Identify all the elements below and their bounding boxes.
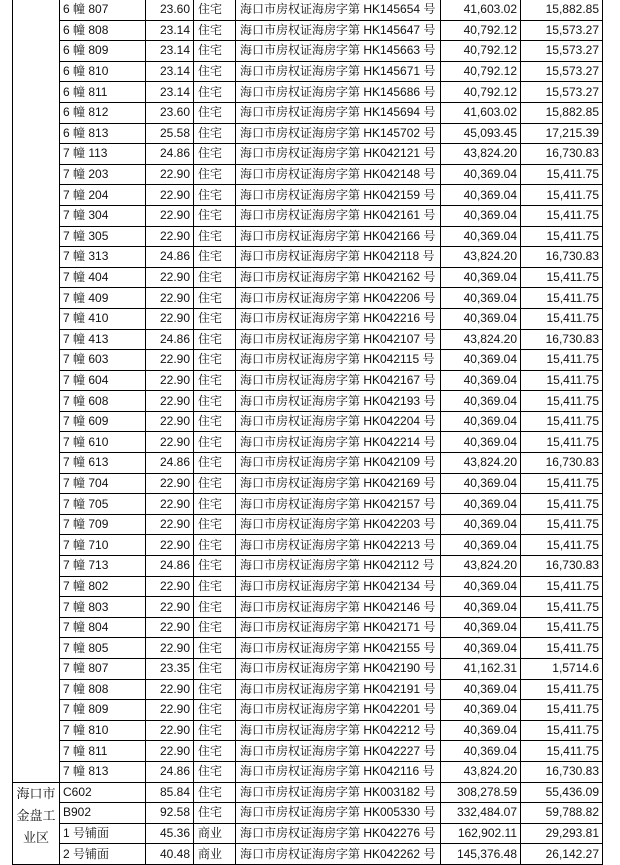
cell-unit: 7 幢 813 — [60, 761, 146, 782]
cell-unit: B902 — [60, 803, 146, 824]
table-row — [13, 267, 603, 288]
cell-cert: 海口市房权证海房字第 HK145663 号 — [236, 41, 441, 62]
cell-v1: 41,162.31 — [441, 659, 521, 680]
cell-v1: 162,902.11 — [441, 823, 521, 844]
cell-cert: 海口市房权证海房字第 HK145702 号 — [236, 123, 441, 144]
table-row — [13, 329, 603, 350]
cell-area: 22.90 — [146, 164, 194, 185]
cell-cert: 海口市房权证海房字第 HK042134 号 — [236, 576, 441, 597]
cell-unit: 7 幢 811 — [60, 741, 146, 762]
cell-unit: 7 幢 704 — [60, 473, 146, 494]
cell-use: 住宅 — [194, 247, 236, 268]
cell-v1: 40,369.04 — [441, 679, 521, 700]
cell-v2: 15,411.75 — [521, 267, 603, 288]
cell-v1: 40,792.12 — [441, 82, 521, 103]
cell-area: 24.86 — [146, 453, 194, 474]
cell-unit: 7 幢 809 — [60, 700, 146, 721]
cell-v1: 40,369.04 — [441, 411, 521, 432]
table-row — [13, 411, 603, 432]
cell-use: 商业 — [194, 823, 236, 844]
table-row — [13, 247, 603, 268]
cell-v2: 15,882.85 — [521, 102, 603, 123]
cell-unit: 7 幢 404 — [60, 267, 146, 288]
table-row — [13, 20, 603, 41]
cell-v1: 43,824.20 — [441, 144, 521, 165]
cell-cert: 海口市房权证海房字第 HK042227 号 — [236, 741, 441, 762]
cell-use: 住宅 — [194, 205, 236, 226]
cell-v2: 15,411.75 — [521, 164, 603, 185]
cell-v2: 16,730.83 — [521, 761, 603, 782]
cell-v2: 15,411.75 — [521, 432, 603, 453]
cell-v2: 15,573.27 — [521, 20, 603, 41]
cell-area: 22.90 — [146, 308, 194, 329]
cell-v2: 15,411.75 — [521, 638, 603, 659]
cell-v2: 15,411.75 — [521, 205, 603, 226]
cell-use: 住宅 — [194, 638, 236, 659]
table-row — [13, 144, 603, 165]
cell-area: 85.84 — [146, 782, 194, 803]
cell-v2: 16,730.83 — [521, 329, 603, 350]
cell-area: 22.90 — [146, 267, 194, 288]
table-row — [13, 741, 603, 762]
cell-v1: 40,369.04 — [441, 494, 521, 515]
cell-use: 住宅 — [194, 226, 236, 247]
cell-v2: 15,411.75 — [521, 370, 603, 391]
cell-use: 住宅 — [194, 803, 236, 824]
cell-area: 92.58 — [146, 803, 194, 824]
cell-use: 住宅 — [194, 329, 236, 350]
cell-v1: 45,093.45 — [441, 123, 521, 144]
cell-cert: 海口市房权证海房字第 HK042118 号 — [236, 247, 441, 268]
cell-v1: 40,369.04 — [441, 597, 521, 618]
cell-v2: 15,411.75 — [521, 288, 603, 309]
cell-cert: 海口市房权证海房字第 HK042203 号 — [236, 514, 441, 535]
cell-area: 22.90 — [146, 391, 194, 412]
cell-area: 22.90 — [146, 494, 194, 515]
cell-cert: 海口市房权证海房字第 HK145694 号 — [236, 102, 441, 123]
cell-area: 22.90 — [146, 205, 194, 226]
cell-unit: 7 幢 409 — [60, 288, 146, 309]
cell-use: 住宅 — [194, 679, 236, 700]
cell-use: 住宅 — [194, 185, 236, 206]
table-row — [13, 700, 603, 721]
cell-use: 住宅 — [194, 123, 236, 144]
table-body — [13, 0, 603, 864]
cell-unit: 7 幢 713 — [60, 556, 146, 577]
cell-v1: 40,369.04 — [441, 617, 521, 638]
cell-cert: 海口市房权证海房字第 HK042162 号 — [236, 267, 441, 288]
cell-use: 住宅 — [194, 308, 236, 329]
cell-v2: 15,411.75 — [521, 185, 603, 206]
cell-v2: 17,215.39 — [521, 123, 603, 144]
property-table — [12, 0, 603, 865]
table-row — [13, 226, 603, 247]
cell-unit: 7 幢 410 — [60, 308, 146, 329]
cell-cert: 海口市房权证海房字第 HK145671 号 — [236, 61, 441, 82]
cell-v1: 43,824.20 — [441, 761, 521, 782]
cell-use: 住宅 — [194, 659, 236, 680]
cell-area: 24.86 — [146, 329, 194, 350]
cell-cert: 海口市房权证海房字第 HK042171 号 — [236, 617, 441, 638]
cell-use: 住宅 — [194, 0, 236, 20]
cell-area: 23.60 — [146, 102, 194, 123]
cell-v1: 40,369.04 — [441, 288, 521, 309]
cell-v1: 40,792.12 — [441, 20, 521, 41]
cell-area: 22.90 — [146, 185, 194, 206]
cell-cert: 海口市房权证海房字第 HK042167 号 — [236, 370, 441, 391]
cell-v1: 40,369.04 — [441, 638, 521, 659]
cell-cert: 海口市房权证海房字第 HK042107 号 — [236, 329, 441, 350]
cell-use: 住宅 — [194, 741, 236, 762]
cell-use: 住宅 — [194, 41, 236, 62]
cell-v2: 15,411.75 — [521, 597, 603, 618]
table-row — [13, 350, 603, 371]
cell-area: 22.90 — [146, 741, 194, 762]
cell-unit: 7 幢 807 — [60, 659, 146, 680]
cell-area: 23.14 — [146, 61, 194, 82]
cell-cert: 海口市房权证海房字第 HK042161 号 — [236, 205, 441, 226]
cell-v1: 40,792.12 — [441, 61, 521, 82]
cell-use: 住宅 — [194, 473, 236, 494]
cell-area: 25.58 — [146, 123, 194, 144]
cell-cert: 海口市房权证海房字第 HK042193 号 — [236, 391, 441, 412]
cell-use: 住宅 — [194, 61, 236, 82]
cell-cert: 海口市房权证海房字第 HK042212 号 — [236, 720, 441, 741]
cell-cert: 海口市房权证海房字第 HK145654 号 — [236, 0, 441, 20]
cell-use: 住宅 — [194, 370, 236, 391]
cell-cert: 海口市房权证海房字第 HK042155 号 — [236, 638, 441, 659]
cell-area: 23.14 — [146, 20, 194, 41]
cell-use: 住宅 — [194, 350, 236, 371]
table-row — [13, 535, 603, 556]
location-cell: 海口市金盘工业区 — [13, 782, 60, 864]
cell-v1: 43,824.20 — [441, 329, 521, 350]
table-row — [13, 205, 603, 226]
cell-area: 24.86 — [146, 761, 194, 782]
cell-unit: 7 幢 710 — [60, 535, 146, 556]
table-row — [13, 576, 603, 597]
cell-unit: 7 幢 603 — [60, 350, 146, 371]
cell-use: 住宅 — [194, 20, 236, 41]
cell-v2: 15,411.75 — [521, 350, 603, 371]
table-row — [13, 638, 603, 659]
cell-unit: 7 幢 803 — [60, 597, 146, 618]
cell-v2: 15,573.27 — [521, 82, 603, 103]
cell-v1: 40,369.04 — [441, 700, 521, 721]
cell-area: 22.90 — [146, 535, 194, 556]
cell-v2: 15,411.75 — [521, 391, 603, 412]
table-row — [13, 185, 603, 206]
cell-use: 住宅 — [194, 164, 236, 185]
table-row — [13, 164, 603, 185]
cell-v2: 15,411.75 — [521, 514, 603, 535]
cell-cert: 海口市房权证海房字第 HK042169 号 — [236, 473, 441, 494]
cell-area: 22.90 — [146, 576, 194, 597]
cell-use: 住宅 — [194, 288, 236, 309]
cell-unit: 7 幢 709 — [60, 514, 146, 535]
cell-v1: 40,369.04 — [441, 576, 521, 597]
table-row — [13, 597, 603, 618]
cell-unit: 7 幢 805 — [60, 638, 146, 659]
cell-cert: 海口市房权证海房字第 HK042109 号 — [236, 453, 441, 474]
cell-unit: 6 幢 808 — [60, 20, 146, 41]
cell-v1: 40,369.04 — [441, 370, 521, 391]
cell-v1: 40,369.04 — [441, 267, 521, 288]
cell-v2: 15,411.75 — [521, 617, 603, 638]
cell-v1: 41,603.02 — [441, 0, 521, 20]
cell-unit: 2 号铺面 — [60, 844, 146, 865]
cell-area: 40.48 — [146, 844, 194, 865]
cell-use: 住宅 — [194, 391, 236, 412]
table-row — [13, 102, 603, 123]
cell-v1: 40,369.04 — [441, 226, 521, 247]
cell-use: 住宅 — [194, 720, 236, 741]
cell-area: 23.60 — [146, 0, 194, 20]
cell-area: 24.86 — [146, 556, 194, 577]
cell-v2: 16,730.83 — [521, 247, 603, 268]
cell-v1: 40,369.04 — [441, 535, 521, 556]
cell-v2: 15,411.75 — [521, 226, 603, 247]
cell-v2: 55,436.09 — [521, 782, 603, 803]
cell-v2: 16,730.83 — [521, 144, 603, 165]
cell-use: 住宅 — [194, 617, 236, 638]
cell-unit: 7 幢 804 — [60, 617, 146, 638]
cell-cert: 海口市房权证海房字第 HK042190 号 — [236, 659, 441, 680]
cell-unit: C602 — [60, 782, 146, 803]
cell-v1: 40,369.04 — [441, 205, 521, 226]
cell-unit: 7 幢 808 — [60, 679, 146, 700]
cell-v1: 40,369.04 — [441, 514, 521, 535]
cell-v1: 40,369.04 — [441, 164, 521, 185]
cell-unit: 7 幢 613 — [60, 453, 146, 474]
cell-v1: 40,792.12 — [441, 41, 521, 62]
cell-cert: 海口市房权证海房字第 HK005330 号 — [236, 803, 441, 824]
cell-area: 23.14 — [146, 41, 194, 62]
cell-use: 住宅 — [194, 453, 236, 474]
cell-v2: 16,730.83 — [521, 556, 603, 577]
cell-cert: 海口市房权证海房字第 HK042115 号 — [236, 350, 441, 371]
table-row — [13, 370, 603, 391]
cell-use: 住宅 — [194, 82, 236, 103]
cell-cert: 海口市房权证海房字第 HK042206 号 — [236, 288, 441, 309]
cell-cert: 海口市房权证海房字第 HK003182 号 — [236, 782, 441, 803]
cell-unit: 7 幢 802 — [60, 576, 146, 597]
table-row — [13, 659, 603, 680]
cell-use: 住宅 — [194, 782, 236, 803]
cell-cert: 海口市房权证海房字第 HK042201 号 — [236, 700, 441, 721]
cell-area: 22.90 — [146, 432, 194, 453]
cell-use: 住宅 — [194, 494, 236, 515]
table-row — [13, 288, 603, 309]
cell-area: 22.90 — [146, 350, 194, 371]
cell-area: 22.90 — [146, 617, 194, 638]
table-row — [13, 782, 603, 803]
cell-use: 住宅 — [194, 576, 236, 597]
table-row — [13, 761, 603, 782]
table-row — [13, 82, 603, 103]
cell-area: 22.90 — [146, 720, 194, 741]
cell-area: 24.86 — [146, 144, 194, 165]
cell-area: 22.90 — [146, 700, 194, 721]
table-row — [13, 494, 603, 515]
cell-unit: 7 幢 705 — [60, 494, 146, 515]
cell-cert: 海口市房权证海房字第 HK042191 号 — [236, 679, 441, 700]
cell-use: 住宅 — [194, 144, 236, 165]
cell-v1: 43,824.20 — [441, 453, 521, 474]
cell-v1: 40,369.04 — [441, 741, 521, 762]
cell-v1: 43,824.20 — [441, 247, 521, 268]
cell-v2: 15,411.75 — [521, 720, 603, 741]
cell-v2: 15,573.27 — [521, 61, 603, 82]
cell-unit: 7 幢 203 — [60, 164, 146, 185]
cell-use: 住宅 — [194, 556, 236, 577]
cell-unit: 7 幢 604 — [60, 370, 146, 391]
cell-unit: 7 幢 313 — [60, 247, 146, 268]
table-row — [13, 720, 603, 741]
cell-unit: 7 幢 304 — [60, 205, 146, 226]
cell-cert: 海口市房权证海房字第 HK042204 号 — [236, 411, 441, 432]
cell-unit: 7 幢 204 — [60, 185, 146, 206]
cell-cert: 海口市房权证海房字第 HK042262 号 — [236, 844, 441, 865]
cell-v2: 15,411.75 — [521, 308, 603, 329]
cell-v2: 15,411.75 — [521, 494, 603, 515]
cell-unit: 7 幢 413 — [60, 329, 146, 350]
cell-cert: 海口市房权证海房字第 HK042148 号 — [236, 164, 441, 185]
cell-v2: 16,730.83 — [521, 453, 603, 474]
cell-unit: 6 幢 812 — [60, 102, 146, 123]
table-row — [13, 803, 603, 824]
cell-cert: 海口市房权证海房字第 HK042216 号 — [236, 308, 441, 329]
cell-cert: 海口市房权证海房字第 HK042159 号 — [236, 185, 441, 206]
cell-use: 商业 — [194, 844, 236, 865]
cell-area: 23.14 — [146, 82, 194, 103]
cell-v1: 145,376.48 — [441, 844, 521, 865]
cell-use: 住宅 — [194, 102, 236, 123]
table-row — [13, 308, 603, 329]
cell-v2: 29,293.81 — [521, 823, 603, 844]
cell-v2: 15,411.75 — [521, 741, 603, 762]
cell-v2: 1,5714.6 — [521, 659, 603, 680]
cell-area: 45.36 — [146, 823, 194, 844]
table-row — [13, 617, 603, 638]
cell-unit: 6 幢 809 — [60, 41, 146, 62]
cell-v2: 15,882.85 — [521, 0, 603, 20]
cell-area: 22.90 — [146, 679, 194, 700]
cell-area: 22.90 — [146, 226, 194, 247]
cell-area: 22.90 — [146, 473, 194, 494]
cell-cert: 海口市房权证海房字第 HK042146 号 — [236, 597, 441, 618]
cell-v2: 59,788.82 — [521, 803, 603, 824]
cell-area: 22.90 — [146, 514, 194, 535]
table-row — [13, 391, 603, 412]
cell-use: 住宅 — [194, 761, 236, 782]
cell-v1: 308,278.59 — [441, 782, 521, 803]
cell-area: 24.86 — [146, 247, 194, 268]
cell-unit: 6 幢 810 — [60, 61, 146, 82]
cell-use: 住宅 — [194, 514, 236, 535]
cell-v2: 15,573.27 — [521, 41, 603, 62]
cell-v2: 15,411.75 — [521, 679, 603, 700]
cell-unit: 6 幢 813 — [60, 123, 146, 144]
cell-v2: 15,411.75 — [521, 473, 603, 494]
cell-v1: 41,603.02 — [441, 102, 521, 123]
cell-use: 住宅 — [194, 267, 236, 288]
cell-area: 23.35 — [146, 659, 194, 680]
cell-v2: 26,142.27 — [521, 844, 603, 865]
cell-v2: 15,411.75 — [521, 411, 603, 432]
table-row — [13, 0, 603, 20]
cell-v2: 15,411.75 — [521, 700, 603, 721]
cell-v2: 15,411.75 — [521, 576, 603, 597]
cell-cert: 海口市房权证海房字第 HK042112 号 — [236, 556, 441, 577]
table-row — [13, 679, 603, 700]
cell-unit: 7 幢 609 — [60, 411, 146, 432]
cell-cert: 海口市房权证海房字第 HK042214 号 — [236, 432, 441, 453]
cell-v1: 43,824.20 — [441, 556, 521, 577]
table-row — [13, 123, 603, 144]
cell-cert: 海口市房权证海房字第 HK042121 号 — [236, 144, 441, 165]
table-row — [13, 514, 603, 535]
cell-use: 住宅 — [194, 535, 236, 556]
cell-area: 22.90 — [146, 638, 194, 659]
table-row — [13, 61, 603, 82]
cell-unit: 7 幢 608 — [60, 391, 146, 412]
location-cell — [13, 0, 60, 782]
table-row — [13, 432, 603, 453]
cell-v1: 332,484.07 — [441, 803, 521, 824]
cell-v1: 40,369.04 — [441, 391, 521, 412]
table-row — [13, 844, 603, 865]
cell-unit: 7 幢 113 — [60, 144, 146, 165]
cell-unit: 6 幢 811 — [60, 82, 146, 103]
cell-cert: 海口市房权证海房字第 HK145647 号 — [236, 20, 441, 41]
cell-unit: 7 幢 610 — [60, 432, 146, 453]
cell-use: 住宅 — [194, 432, 236, 453]
cell-cert: 海口市房权证海房字第 HK042213 号 — [236, 535, 441, 556]
cell-area: 22.90 — [146, 411, 194, 432]
cell-cert: 海口市房权证海房字第 HK042166 号 — [236, 226, 441, 247]
cell-cert: 海口市房权证海房字第 HK145686 号 — [236, 82, 441, 103]
cell-cert: 海口市房权证海房字第 HK042157 号 — [236, 494, 441, 515]
cell-use: 住宅 — [194, 700, 236, 721]
cell-area: 22.90 — [146, 288, 194, 309]
cell-v2: 15,411.75 — [521, 535, 603, 556]
cell-v1: 40,369.04 — [441, 432, 521, 453]
table-row — [13, 41, 603, 62]
cell-use: 住宅 — [194, 411, 236, 432]
cell-cert: 海口市房权证海房字第 HK042116 号 — [236, 761, 441, 782]
cell-v1: 40,369.04 — [441, 185, 521, 206]
cell-v1: 40,369.04 — [441, 720, 521, 741]
cell-cert: 海口市房权证海房字第 HK042276 号 — [236, 823, 441, 844]
cell-v1: 40,369.04 — [441, 308, 521, 329]
cell-v1: 40,369.04 — [441, 473, 521, 494]
table-row — [13, 556, 603, 577]
table-row — [13, 453, 603, 474]
cell-use: 住宅 — [194, 597, 236, 618]
cell-unit: 6 幢 807 — [60, 0, 146, 20]
table-row — [13, 823, 603, 844]
cell-unit: 1 号铺面 — [60, 823, 146, 844]
cell-unit: 7 幢 810 — [60, 720, 146, 741]
cell-v1: 40,369.04 — [441, 350, 521, 371]
cell-unit: 7 幢 305 — [60, 226, 146, 247]
cell-area: 22.90 — [146, 597, 194, 618]
table-row — [13, 473, 603, 494]
cell-area: 22.90 — [146, 370, 194, 391]
